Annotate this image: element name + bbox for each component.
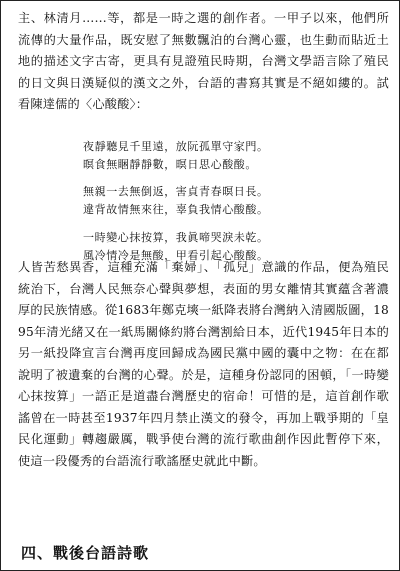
poem-line: 無親一去無倒返，害貞青春暝日長。 [83,185,269,198]
poem-stanza-2 [83,183,269,218]
poem-line: 一時變心抹按算，我眞啼哭淚未乾。 [83,231,269,244]
poem-line: 風冷情冷是無酸，甲看引起心酸酸。 [83,248,269,262]
poem-stanza-1 [83,138,269,173]
body-paragraph-2: 人皆苦愁異香，這種充滿「棄婦」、「孤兒」意識的作品，便為殖民統治下，台灣人民無奈心聲與夢想，表面的男女離情其實蘊含著濃厚的民族情感。從1683年鄭克塽一紙降表將台灣納入清國版圖，1895年清光緒又在一紙馬關條約將台灣割給日本，近代1945年日本的另一紙投降宣言台灣再度回歸成為國民黨中國的囊中之物：在在都說明了被遺棄的台灣的心聲。於是，這種身份認同的困頓，「一時變心抹按算」一語正是道盡台灣歷史的宿命！可惜的是，這首創作歌謠曾在一時甚至1937年四月禁止漢文的發令，再加上戰爭期的「皇民化運動」轉趨嚴厲，戰爭使台灣的流行歌曲創作因此暫停下來，使這一段優秀的台語流行歌謠歷史就此中斷。 [18,260,389,468]
poem-line: 夜靜聽見千里遠，放阮孤單守家門。 [83,140,269,153]
poem-line: 暝食無睏靜靜數，暝日思心酸酸。 [83,157,257,171]
body-paragraph-1: 主、林清月……等，都是一時之選的創作者。一甲子以來，他們所流傳的大量作品，既安慰了無數飄泊的台灣心靈，也生動而貼近土地的描述文字古寄，更具有見證殖民時期，台灣文學語言除了殖民的日文與日漢疑似的漢文之外，台語的書寫其實是不絕如縷的。試看陳達儒的〈心酸酸〉： [18,11,389,111]
poem-line: 違背故情無來往，辜負我情心酸酸。 [83,202,269,216]
section-heading: 四、戰後台語詩歌 [21,544,150,562]
